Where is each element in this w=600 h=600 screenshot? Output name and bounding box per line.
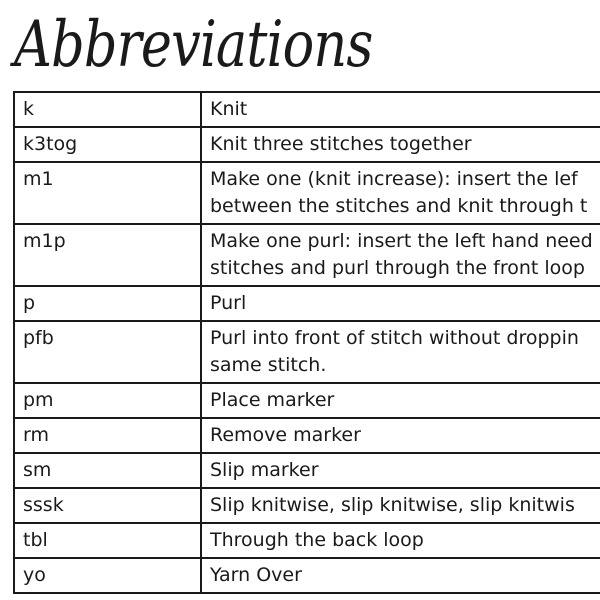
table-row bbox=[14, 321, 600, 383]
abbreviation-meaning: Knit three stitches together bbox=[201, 127, 600, 162]
abbreviation-meaning bbox=[201, 321, 600, 383]
abbreviation-meaning bbox=[201, 162, 600, 224]
abbreviation-meaning: Yarn Over bbox=[201, 558, 600, 593]
page-title: Abbreviations bbox=[14, 8, 373, 82]
abbreviations-table bbox=[13, 91, 600, 594]
abbreviation-meaning: Slip knitwise, slip knitwise, slip knitwis bbox=[201, 488, 600, 523]
abbreviation-meaning: Slip marker bbox=[201, 453, 600, 488]
abbreviation-code: p bbox=[14, 286, 201, 321]
abbreviation-meaning: Through the back loop bbox=[201, 523, 600, 558]
table-row bbox=[14, 92, 600, 127]
abbreviation-meaning bbox=[201, 224, 600, 286]
meaning-line-2: between the stitches and knit through t bbox=[210, 195, 588, 217]
table-row bbox=[14, 523, 600, 558]
abbreviation-meaning: Place marker bbox=[201, 383, 600, 418]
meaning-line-1: Make one (knit increase): insert the lef bbox=[210, 168, 578, 190]
abbreviation-code: m1p bbox=[14, 224, 201, 286]
table-row bbox=[14, 418, 600, 453]
abbreviation-code: pm bbox=[14, 383, 201, 418]
abbreviation-meaning: Purl bbox=[201, 286, 600, 321]
meaning-line-2: stitches and purl through the front loop bbox=[210, 257, 585, 279]
table-row bbox=[14, 558, 600, 593]
table-row bbox=[14, 286, 600, 321]
abbreviation-meaning: Remove marker bbox=[201, 418, 600, 453]
meaning-line-2: same stitch. bbox=[210, 354, 327, 376]
table-row bbox=[14, 453, 600, 488]
abbreviation-code: rm bbox=[14, 418, 201, 453]
abbreviation-code: tbl bbox=[14, 523, 201, 558]
table-row bbox=[14, 224, 600, 286]
abbreviation-code: k bbox=[14, 92, 201, 127]
meaning-line-1: Make one purl: insert the left hand need bbox=[210, 230, 593, 252]
abbreviation-code: yo bbox=[14, 558, 201, 593]
table-row bbox=[14, 383, 600, 418]
abbreviation-code: sssk bbox=[14, 488, 201, 523]
abbreviation-code: m1 bbox=[14, 162, 201, 224]
meaning-line-1: Purl into front of stitch without droppin bbox=[210, 327, 579, 349]
abbreviation-code: k3tog bbox=[14, 127, 201, 162]
abbreviation-code: pfb bbox=[14, 321, 201, 383]
abbreviation-meaning: Knit bbox=[201, 92, 600, 127]
table-row bbox=[14, 127, 600, 162]
table-row bbox=[14, 488, 600, 523]
table-row bbox=[14, 162, 600, 224]
abbreviation-code: sm bbox=[14, 453, 201, 488]
